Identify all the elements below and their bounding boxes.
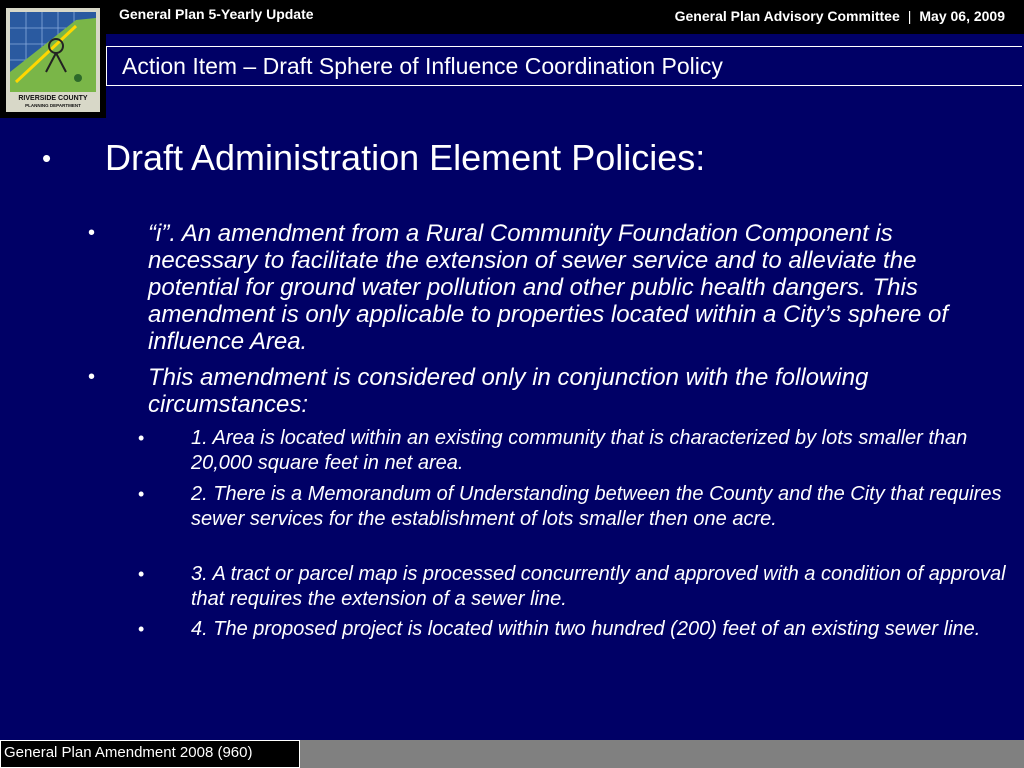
sub-list-item-text: 3. A tract or parcel map is processed concurrently and approved with a condition of approval that requires the extension of a sewer line.: [191, 563, 1006, 610]
logo-text-band: [6, 92, 100, 110]
sub-list-item-text: 4. The proposed project is located within two hundred (200) feet of an existing sewer line.: [191, 618, 981, 640]
list-item-text: This amendment is considered only in conjunction with the following circumstances:: [148, 364, 869, 418]
bullet-icon: •: [88, 222, 96, 244]
bullet-icon: •: [42, 143, 52, 173]
list-item-text: “i”. An amendment from a Rural Community Foundation Component is necessary to facilitate the extension of sewer service and to alleviate the potential for ground water pollution and other public health dangers. This amendment is only applicable to properties located within a City’s sphere of influence Area.: [148, 220, 948, 355]
sub-list-item-text: 1. Area is located within an existing community that is characterized by lots smaller than 20,000 square feet in net area.: [191, 427, 968, 474]
sub-list-item-text: 2. There is a Memorandum of Understanding between the County and the City that requires sewer services for the establishment of lots smaller then one acre.: [191, 483, 1002, 530]
bullet-icon: •: [138, 564, 145, 584]
logo-line2: PLANNING DEPARTMENT: [25, 103, 81, 108]
footer-bar: [0, 740, 1024, 768]
bullet-icon: •: [138, 619, 145, 639]
main-heading: Draft Administration Element Policies:: [105, 137, 706, 178]
footer-label-box: [0, 740, 300, 768]
header-left-label: General Plan 5-Yearly Update: [119, 6, 314, 22]
riverside-county-logo: [0, 0, 106, 118]
header-separator: |: [907, 8, 912, 24]
header-committee: General Plan Advisory Committee: [674, 8, 900, 24]
footer-label: General Plan Amendment 2008 (960): [4, 744, 253, 761]
logo-line1: RIVERSIDE COUNTY: [18, 95, 88, 102]
header-date: May 06, 2009: [919, 8, 1005, 24]
bullet-icon: •: [88, 366, 96, 388]
header-right-label: [675, 8, 1005, 24]
bullet-icon: •: [138, 428, 145, 448]
bullet-icon: •: [138, 484, 145, 504]
slide-title: Action Item – Draft Sphere of Influence Coordination Policy: [122, 53, 723, 79]
slide-title-box: [106, 46, 1022, 86]
